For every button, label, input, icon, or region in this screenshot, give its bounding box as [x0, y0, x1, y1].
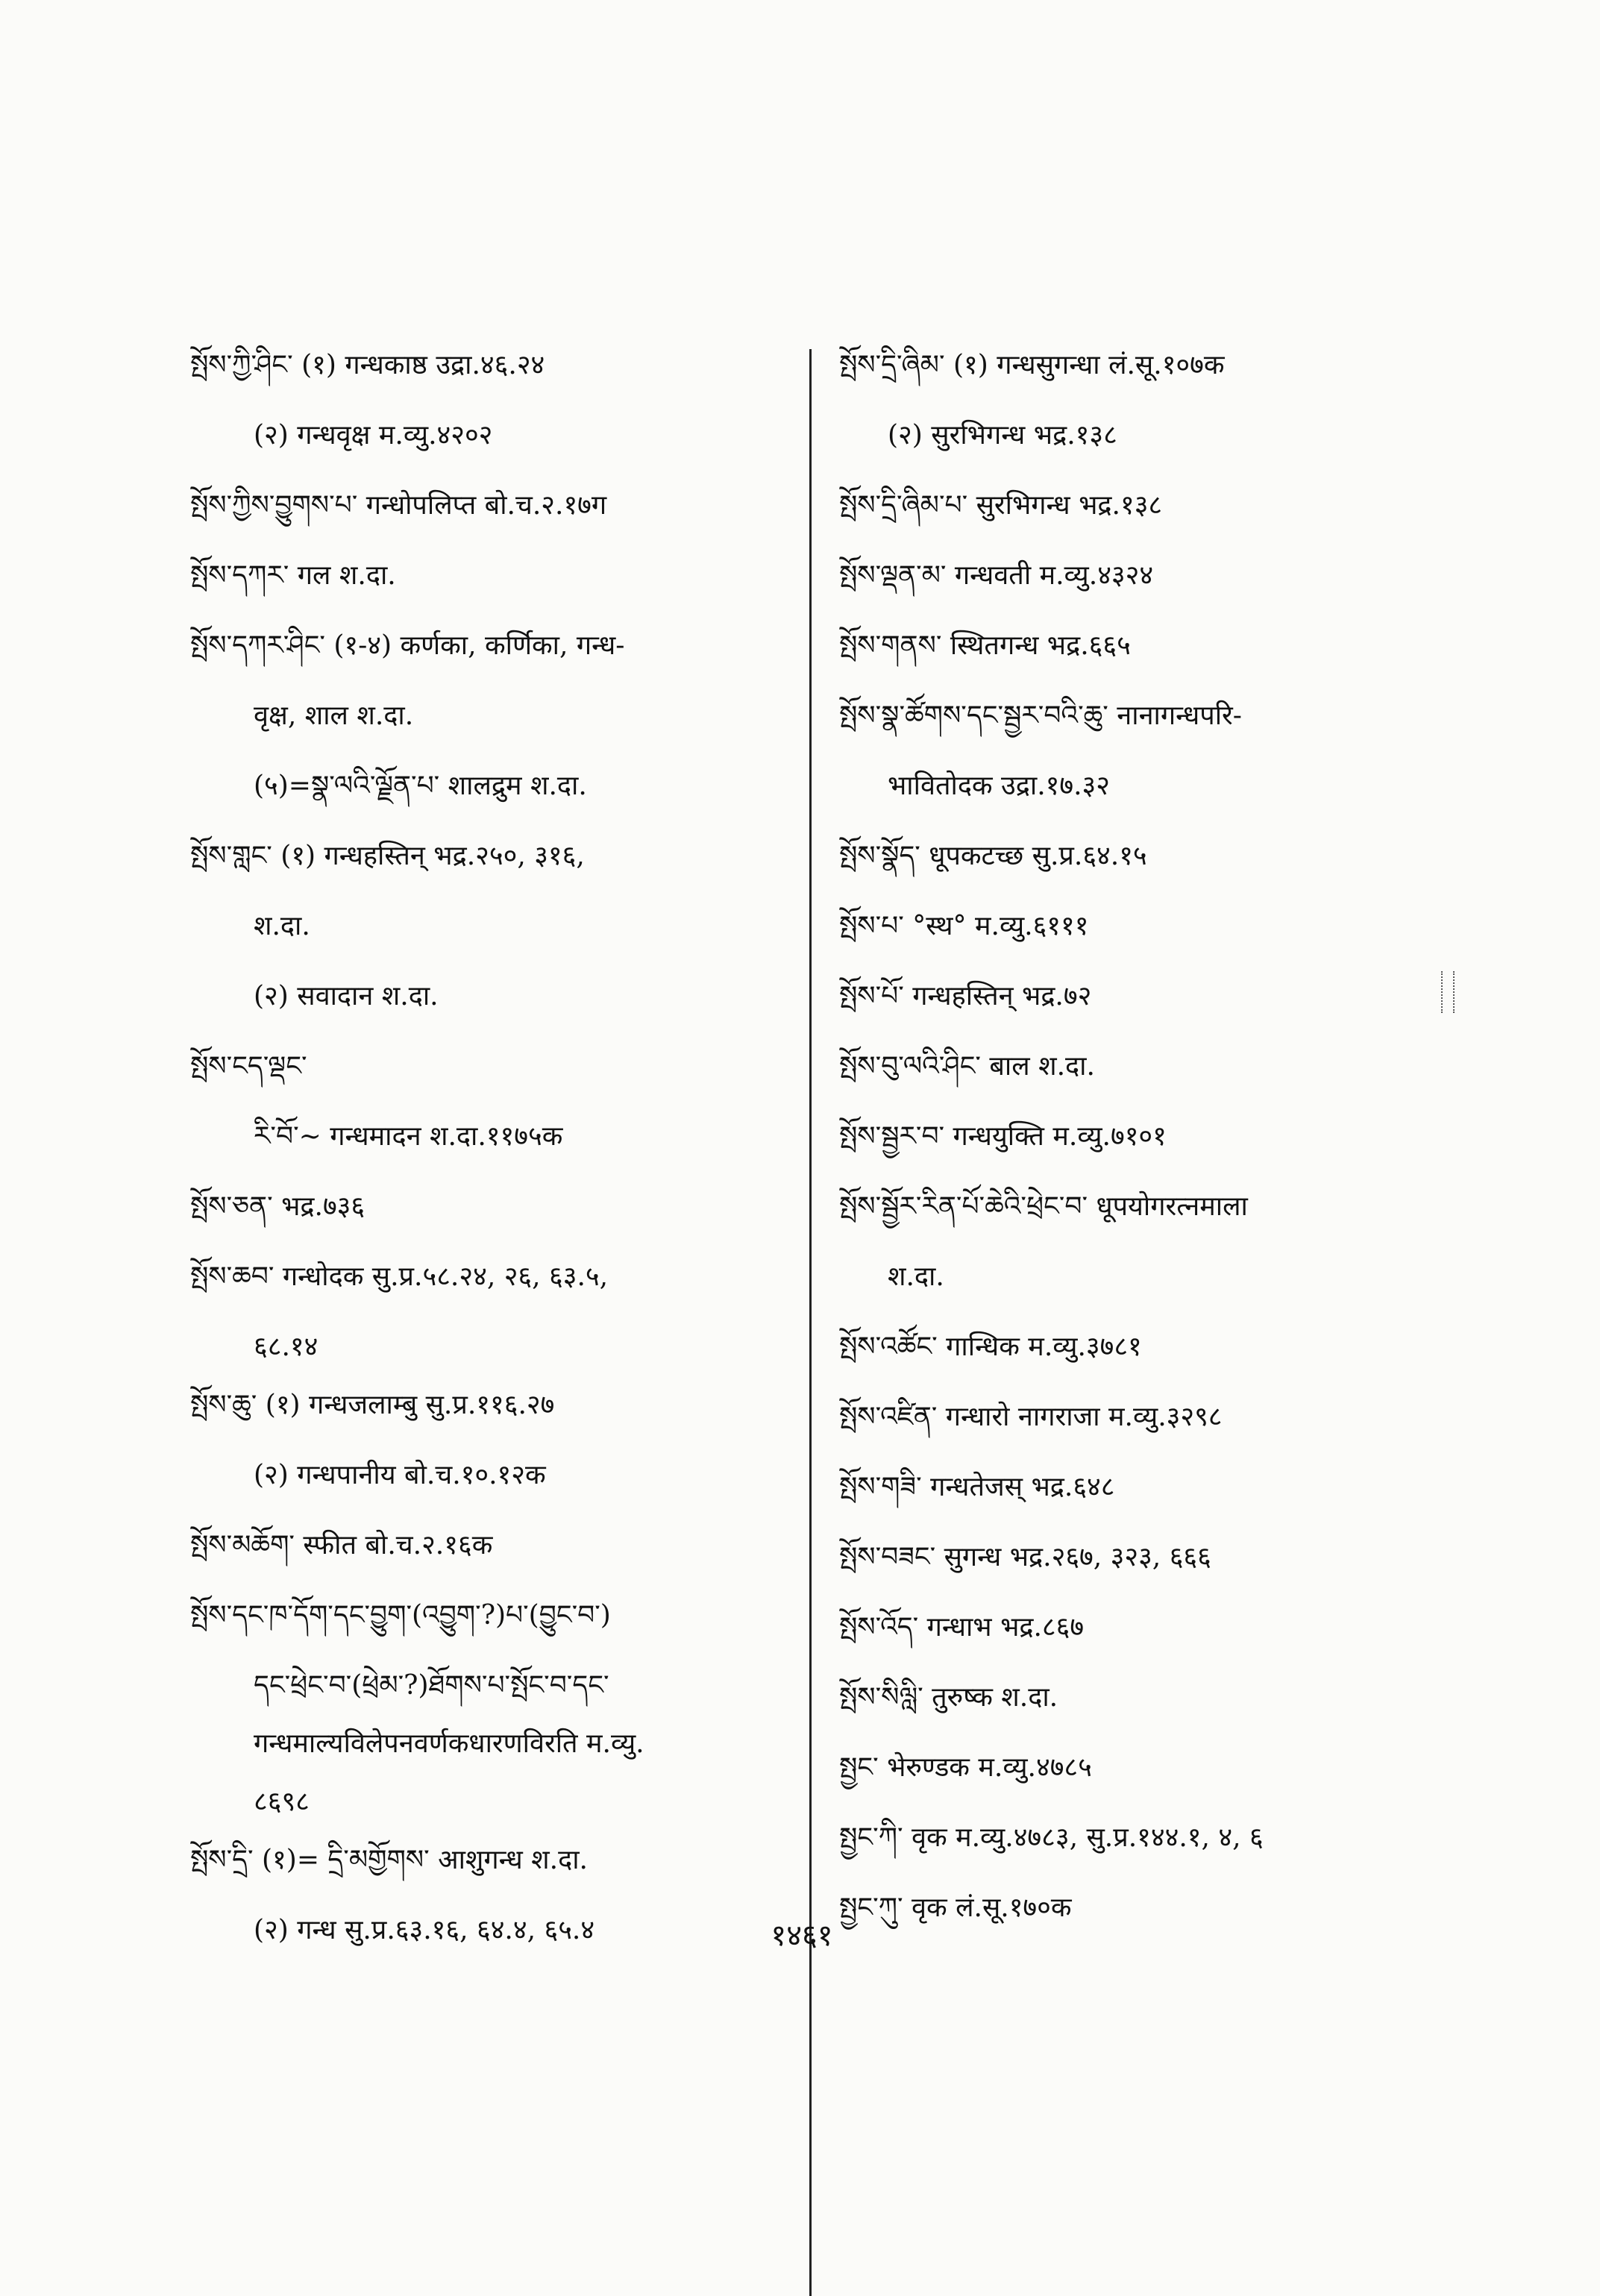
entry-line: སྤོས་གླང་ (१) गन्धहस्तिन् भद्र.२५०, ३१६, [190, 841, 585, 871]
entry-line: སྤོས་མཆོག་ स्फीत बो.च.२.१६क [190, 1530, 493, 1561]
entry-line: སྤོས་སྦྱར་བ་ गन्धयुक्ति म.व्यु.७१०१ [839, 1121, 1167, 1152]
entry-line: (२) गन्धपानीय बो.च.१०.१२क [254, 1460, 546, 1490]
entry-line: སྤོས་དཀར་ गल श.दा. [190, 560, 396, 591]
entry-line: སྤྱང་ཀི་ वृक म.व्यु.४७८३, सु.प्र.१४४.१, ४, ६ [839, 1822, 1264, 1853]
entry-line: ६८.१४ [254, 1332, 319, 1362]
entry-line: སྤོས་ཀྱི་ཤིང་ (१) गन्धकाष्ठ उद्रा.४६.२४ [190, 350, 545, 380]
entry-line: སྤོས་པོ་ गन्धहस्तिन् भद्र.७२ [839, 981, 1092, 1011]
entry-line: སྤོས་སིལླི་ तुरुष्क श.दा. [839, 1682, 1058, 1713]
entry-line: (२) सवादान श.दा. [254, 981, 439, 1011]
entry-line: སྤོས་དང་ཁ་དོག་དང་བྱུག་(འབྱུག་?)པ་(བྱུང་བ་) [190, 1600, 611, 1631]
entry-line: (२) गन्धवृक्ष म.व्यु.४२०२ [254, 420, 493, 451]
entry-line: སྤོས་དྲི་ཞིམ་ (१) गन्धसुगन्धा लं.सू.१०७क [839, 350, 1225, 380]
entry-line: སྤོས་ངད་ལྡང་ [190, 1051, 307, 1082]
entry-line: སྤོས་དྲི་ (१)= དྲི་མགྱོགས་ आशुगन्ध श.दा. [190, 1845, 588, 1875]
entry-line: श.दा. [888, 1261, 944, 1292]
entry-line: गन्धमाल्यविलेपनवर्णकधारणविरति म.व्यु. [254, 1728, 644, 1759]
entry-line: སྤོས་འཛིན་ गन्धारो नागराजा म.व्यु.३२९८ [839, 1402, 1223, 1432]
entry-line: སྤོས་ཅན་ भद्र.७३६ [190, 1191, 366, 1222]
entry-line: སྤོས་གཟི་ गन्धतेजस् भद्र.६४८ [839, 1472, 1115, 1502]
entry-line: वृक्ष, शाल श.दा. [254, 700, 414, 731]
entry-line: དང་ཕྲེང་བ་(ཕྲེམ་?)ཐོགས་པ་སྤོང་བ་དང་ [254, 1670, 609, 1701]
entry-line: སྤོས་སྦྱོར་རིན་པོ་ཆེའི་ཕྲེང་བ་ धूपयोगरत्नमाला [839, 1191, 1248, 1222]
entry-line: སྤོས་འཚོང་ गान्धिक म.व्यु.३७८१ [839, 1332, 1142, 1362]
entry-line: སྤོས་བཟང་ सुगन्ध भद्र.२६७, ३२३, ६६६ [839, 1542, 1211, 1572]
entry-line: श.दा. [254, 911, 310, 941]
left-column [190, 351, 787, 1986]
entry-line: སྤོས་ཀྱིས་བྱུགས་པ་ गन्धोपलिप्त बो.च.२.१७ग [190, 490, 607, 521]
page-number: १४६१ [771, 1919, 833, 1953]
entry-line: སྤྱང་ भेरुण्डक म.व्यु.४७८५ [839, 1752, 1092, 1783]
entry-line: भावितोदक उद्रा.१७.३२ [888, 771, 1110, 801]
entry-line: སྤོས་ལྡན་མ་ गन्धवती म.व्यु.४३२४ [839, 560, 1154, 591]
entry-line: སྤོས་དཀར་ཤིང་ (१-४) कर्णका, कर्णिका, गन्ध- [190, 630, 625, 661]
entry-line: (२) गन्ध सु.प्र.६३.१६, ६४.४, ६५.४ [254, 1915, 595, 1945]
entry-line: སྤོས་གནས་ स्थितगन्ध भद्र.६६५ [839, 630, 1131, 661]
entry-line: སྤྱང་ཀུ་ वृक लं.सू.१७०क [839, 1892, 1072, 1923]
entry-line: སྤོས་དྲི་ཞིམ་པ་ सुरभिगन्ध भद्र.१३८ [839, 490, 1163, 521]
entry-line: སྤོས་པ་ °स्थ° म.व्यु.६१११ [839, 911, 1089, 941]
entry-line: སྤོས་སྣ་ཚོགས་དང་སྦྱར་བའི་ཆུ་ नानागन्धपरि- [839, 700, 1242, 731]
entry-line: རི་བོ་~ गन्धमादन श.दा.११७५क [254, 1121, 563, 1152]
entry-line: སྤོས་ཆུ་ (१) गन्धजलाम्बु सु.प्र.११६.२७ [190, 1390, 555, 1420]
right-column [839, 351, 1458, 1963]
column-divider [809, 349, 812, 2296]
entry-line: (५)=སྣ་ལའི་ལྗོན་པ་ शालद्रुम श.दा. [254, 771, 587, 801]
entry-line: (२) सुरभिगन्ध भद्र.१३८ [888, 420, 1117, 451]
margin-mark [1441, 971, 1455, 1013]
entry-line: སྤོས་འོད་ गन्धाभ भद्र.८६७ [839, 1612, 1085, 1643]
entry-line: སྤོས་སྣོད་ धूपकटच्छ सु.प्र.६४.१५ [839, 841, 1147, 871]
entry-line: སྤོས་ཆབ་ गन्धोदक सु.प्र.५८.२४, २६, ६३.५, [190, 1261, 609, 1292]
entry-line: ८६९८ [254, 1787, 310, 1817]
entry-line: སྤོས་བུ་ལའི་ཤིང་ बाल श.दा. [839, 1051, 1095, 1082]
